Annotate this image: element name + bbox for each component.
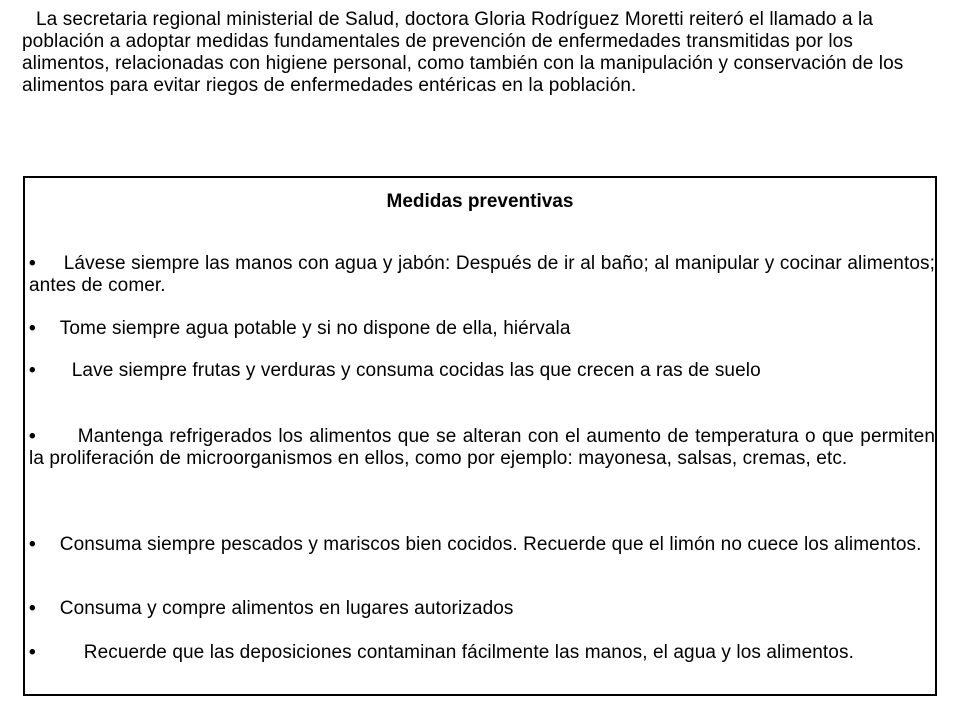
measure-text: Lávese siempre las manos con agua y jabón: Después de ir al baño; al manipular y cocinar alimentos; antes de comer.	[29, 253, 935, 296]
measure-text: Consuma y compre alimentos en lugares autorizados	[59, 598, 514, 619]
measure-text: Consuma siempre pescados y mariscos bien cocidos. Recuerde que el limón no cuece los alimentos.	[59, 534, 922, 555]
bullet-icon: •	[29, 360, 36, 381]
measure-item-seafood	[29, 534, 935, 556]
measure-item-depositions	[29, 642, 935, 664]
box-title: Medidas preventivas	[386, 191, 574, 212]
measure-item-wash-produce	[29, 360, 935, 382]
intro-paragraph: La secretaria regional ministerial de Salud, doctora Gloria Rodríguez Moretti reiteró el llamado a la población a adoptar medidas fundamentales de prevención de enfermedades transmitidas por los alimentos, relacionadas con higiene personal, como también con la manipulación y conservación de los alimentos para evitar riegos de enfermedades entéricas en la población.	[22, 9, 904, 96]
measure-item-potable-water	[29, 318, 935, 340]
measure-text: Lave siempre frutas y verduras y consuma cocidas las que crecen a ras de suelo	[71, 360, 761, 381]
measure-item-refrigerate	[29, 426, 935, 470]
measure-text: Mantenga refrigerados los alimentos que se alteran con el aumento de temperatura o que permiten la proliferación de microorganismos en ellos, como por ejemplo: mayonesa, salsas, cremas, etc.	[29, 426, 935, 469]
bullet-icon: •	[29, 598, 36, 619]
bullet-icon: •	[29, 642, 36, 663]
bullet-icon: •	[29, 534, 36, 555]
measure-item-handwashing	[29, 253, 935, 297]
measure-text: Recuerde que las deposiciones contaminan fácilmente las manos, el agua y los alimentos.	[83, 642, 854, 663]
measure-item-authorized-places	[29, 598, 935, 620]
measure-text: Tome siempre agua potable y si no dispone de ella, hiérvala	[59, 318, 571, 339]
bullet-icon: •	[29, 253, 36, 274]
preventive-measures-box	[23, 176, 937, 696]
bullet-icon: •	[29, 318, 36, 339]
bullet-icon: •	[29, 426, 36, 447]
